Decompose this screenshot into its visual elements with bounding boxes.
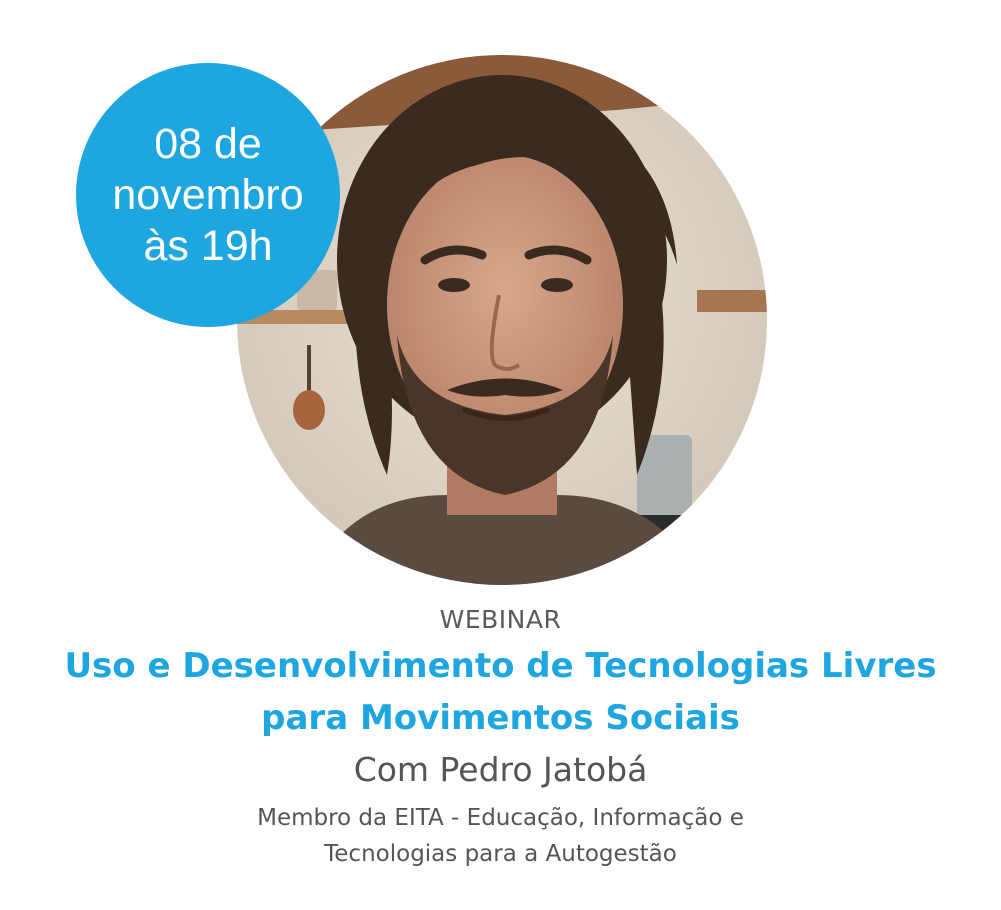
event-title-line-1: Uso e Desenvolvimento de Tecnologias Livres: [64, 646, 937, 686]
event-title-line-2: para Movimentos Sociais: [261, 698, 740, 738]
date-line-month: novembro: [112, 170, 304, 219]
event-info: [0, 602, 1001, 872]
event-type-label: WEBINAR: [439, 605, 562, 634]
date-line-day: 08 de: [154, 119, 262, 168]
event-title: [0, 640, 1001, 744]
speaker-bio-line-2: Tecnologias para a Autogestão: [324, 841, 677, 867]
speaker-bio-line-1: Membro da EITA - Educação, Informação e: [257, 805, 744, 831]
speaker-bio: [0, 800, 1001, 872]
date-line-time: às 19h: [143, 221, 273, 270]
speaker-name: Com Pedro Jatobá: [353, 750, 648, 789]
date-badge: [76, 63, 340, 327]
